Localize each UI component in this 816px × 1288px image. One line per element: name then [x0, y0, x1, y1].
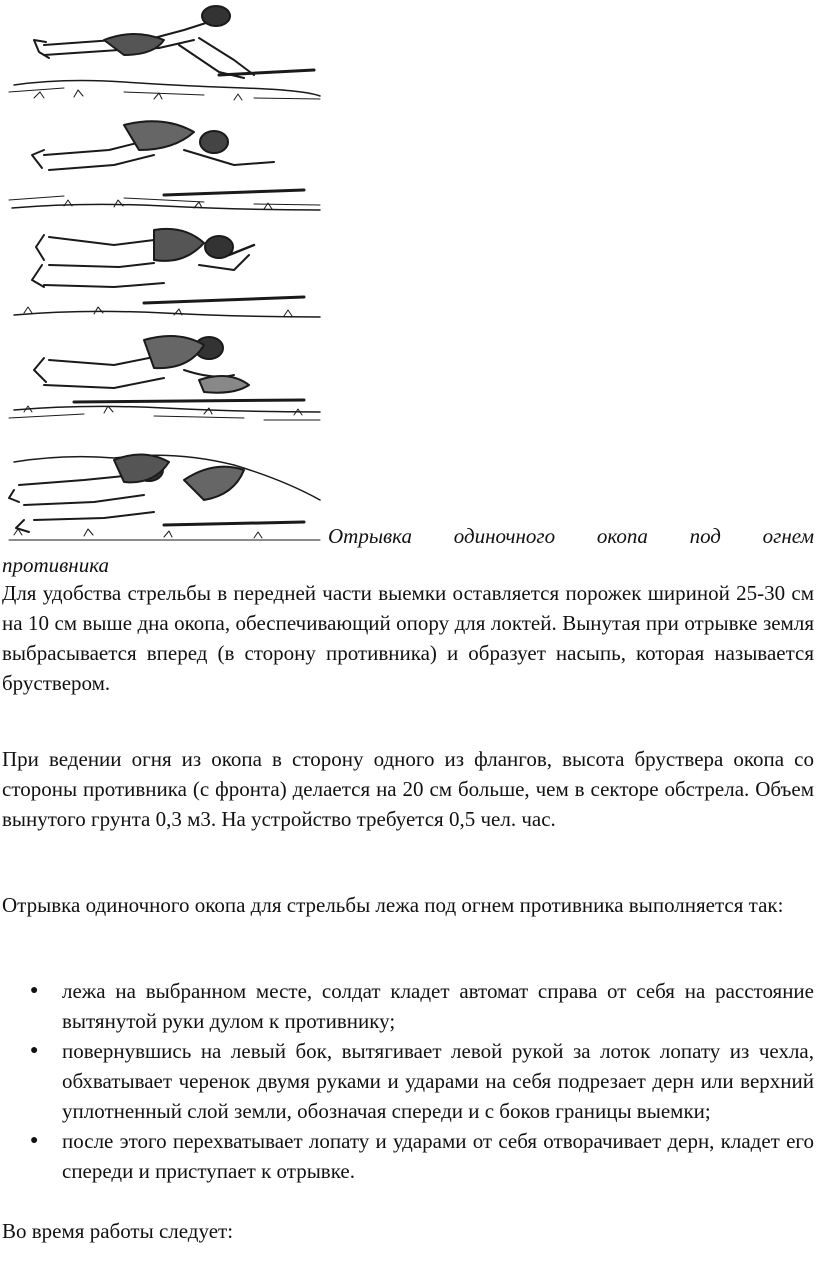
- list-item-text: после этого перехватывает лопату и ударами от себя отворачивает дерн, кладет его спереди и приступает к отрывке.: [62, 1129, 814, 1183]
- caption-word: под: [689, 524, 721, 548]
- bullet-icon: ●: [30, 1133, 39, 1148]
- caption-word: одиночного: [453, 524, 556, 548]
- illustration-svg: [4, 0, 324, 545]
- panel-2-sketch: [9, 121, 320, 210]
- list-item-text: повернувшись на левый бок, вытягивает левой рукой за лоток лопату из чехла, обхватывает черенок двумя руками и ударами на себя подрезает дерн или верхний уплотненный слой земли, обозначая спереди и с боков границы выемки;: [62, 1039, 814, 1123]
- caption-word: огнем: [762, 524, 814, 548]
- figure-caption: [328, 520, 814, 552]
- panel-3-sketch: [14, 229, 320, 317]
- list-item: [2, 1036, 814, 1126]
- closing-line: Во время работы следует:: [2, 1219, 234, 1243]
- paragraph: При ведении огня из окопа в сторону одного из флангов, высота бруствера окопа со стороны противника (с фронта) делается на 20 см больше, чем в секторе обстрела. Объем вынутого грунта 0,3 м3. На устройство требуется 0,5 чел. час.: [2, 747, 814, 831]
- steps-list: [2, 976, 814, 1186]
- bullet-icon: ●: [30, 1043, 39, 1058]
- bullet-icon: ●: [30, 983, 39, 998]
- caption-word: окопа: [596, 524, 648, 548]
- caption-word: Отрывка: [328, 524, 412, 548]
- trench-digging-illustration: [4, 0, 324, 545]
- list-item-text: лежа на выбранном месте, солдат кладет автомат справа от себя на расстояние вытянутой руки дулом к противнику;: [62, 979, 814, 1033]
- list-item: [2, 1126, 814, 1186]
- paragraph: Отрывка одиночного окопа для стрельбы лежа под огнем противника выполняется так:: [2, 893, 784, 917]
- paragraph: Для удобства стрельбы в передней части выемки оставляется порожек шириной 25-30 см на 10 см выше дна окопа, обеспечивающий опору для локтей. Вынутая при отрывке земля выбрасывается вперед (в сторону противника) и образует насыпь, которая называется бруствером.: [2, 581, 814, 695]
- list-item: [2, 976, 814, 1036]
- figure-caption-continued: противника: [2, 553, 109, 577]
- panel-1-sketch: [9, 6, 320, 100]
- panel-5-sketch: [9, 454, 320, 540]
- panel-4-sketch: [9, 336, 320, 420]
